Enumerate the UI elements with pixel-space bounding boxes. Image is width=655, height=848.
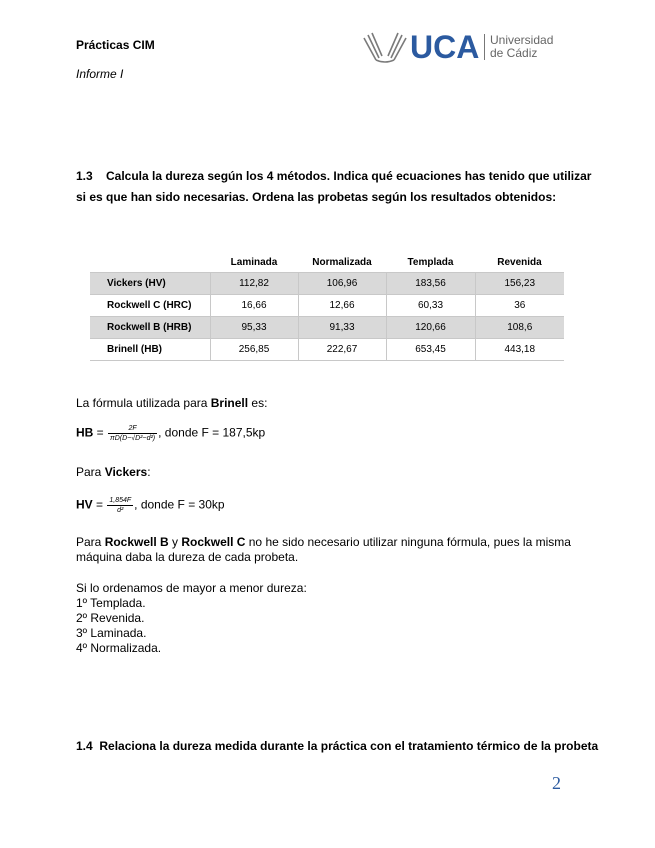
logo-divider: [484, 34, 485, 60]
brinell-fraction: [108, 424, 157, 443]
table-cell: 36: [475, 295, 564, 317]
col-header: Normalizada: [312, 256, 372, 268]
ordering-block: [76, 581, 606, 656]
section-1-3-text: Calcula la dureza según los 4 métodos. Indica qué ecuaciones has tenido que utilizar si es que han sido necesarias. Ordena las probetas según los resultados obtenidos:: [76, 169, 592, 204]
table-header-row: [90, 252, 564, 273]
table-cell: 653,45: [386, 339, 475, 361]
table-cell: 16,66: [210, 295, 298, 317]
section-1-4-number: 1.4: [76, 739, 93, 753]
table-cell: 183,56: [386, 273, 475, 295]
table-cell: 256,85: [210, 339, 298, 361]
list-item: 4º Normalizada.: [76, 641, 162, 655]
vickers-denominator: d²: [117, 507, 124, 514]
header-subtitle: Informe I: [76, 67, 124, 81]
list-item: 2º Revenida.: [76, 611, 145, 625]
vickers-intro-pre: Para: [76, 465, 105, 479]
section-1-3-number: 1.3: [76, 169, 93, 183]
row-label: Brinell (HB): [90, 339, 210, 361]
vickers-symbol: HV: [76, 497, 93, 512]
brinell-symbol: HB: [76, 425, 94, 440]
table-corner: [90, 252, 210, 273]
table-cell: 60,33: [386, 295, 475, 317]
brinell-intro: [76, 396, 606, 411]
brinell-intro-pre: La fórmula utilizada para: [76, 396, 211, 410]
table-cell: 91,33: [298, 317, 386, 339]
list-item: 1º Templada.: [76, 596, 146, 610]
header-title: Prácticas CIM: [76, 38, 155, 52]
table-row: [90, 295, 564, 317]
col-header: Revenida: [497, 256, 542, 268]
rockwell-note-post: no he sido necesario utilizar ninguna fórmula, pues la misma máquina daba la dureza de cada probeta.: [76, 535, 571, 564]
hardness-table: [90, 252, 564, 361]
wings-icon: [362, 30, 408, 66]
table-cell: 120,66: [386, 317, 475, 339]
logo-university: [490, 34, 553, 60]
table-cell: 12,66: [298, 295, 386, 317]
section-1-3-question: [76, 166, 604, 208]
logo-brand: [410, 29, 479, 65]
logo-line1: Universidad: [490, 33, 554, 47]
row-label: Rockwell B (HRB): [90, 317, 210, 339]
brinell-denominator: πD(D−√D²−d²): [110, 435, 156, 442]
rockwell-note: [76, 535, 606, 565]
rockwell-note-pre: Para: [76, 535, 105, 549]
brinell-formula: [76, 424, 606, 443]
table-cell: 108,6: [475, 317, 564, 339]
list-item: 3º Laminada.: [76, 626, 147, 640]
brinell-condition: , donde F = 187,5kp: [158, 425, 266, 440]
vickers-fraction: [107, 496, 133, 515]
brinell-intro-bold: Brinell: [210, 396, 249, 410]
vickers-numerator: 1,854F: [109, 497, 132, 504]
section-1-4-question: [76, 736, 604, 757]
ordering-intro: Si lo ordenamos de mayor a menor dureza:: [76, 581, 307, 595]
table-row: [90, 317, 564, 339]
table-cell: 95,33: [210, 317, 298, 339]
section-1-4-text: Relaciona la dureza medida durante la práctica con el tratamiento térmico de la probeta: [99, 739, 599, 753]
col-header: Templada: [407, 256, 454, 268]
vickers-intro-bold: Vickers: [104, 465, 148, 479]
uca-logo: [362, 28, 572, 68]
table-cell: 222,67: [298, 339, 386, 361]
vickers-intro: [76, 465, 606, 480]
brinell-numerator: 2F: [108, 424, 157, 434]
table-row: [90, 339, 564, 361]
vickers-condition: , donde F = 30kp: [134, 497, 225, 512]
page-number: 2: [552, 773, 561, 793]
table-cell: 106,96: [298, 273, 386, 295]
rockwell-note-mid: y: [168, 535, 182, 549]
rockwell-b-bold: Rockwell B: [104, 535, 169, 549]
table-row: [90, 273, 564, 295]
brinell-intro-post: es:: [248, 396, 268, 410]
table-cell: 156,23: [475, 273, 564, 295]
rockwell-c-bold: Rockwell C: [181, 535, 246, 549]
logo-line2: de Cádiz: [490, 46, 538, 60]
vickers-intro-post: :: [147, 465, 151, 479]
row-label: Vickers (HV): [90, 273, 210, 295]
row-label: Rockwell C (HRC): [90, 295, 210, 317]
vickers-formula: [76, 496, 606, 515]
col-header: Laminada: [230, 256, 278, 268]
vickers-eq: =: [92, 497, 107, 512]
table-cell: 112,82: [210, 273, 298, 295]
table-cell: 443,18: [475, 339, 564, 361]
logo-brand-text: UCA: [410, 29, 480, 65]
brinell-eq: =: [93, 425, 108, 440]
